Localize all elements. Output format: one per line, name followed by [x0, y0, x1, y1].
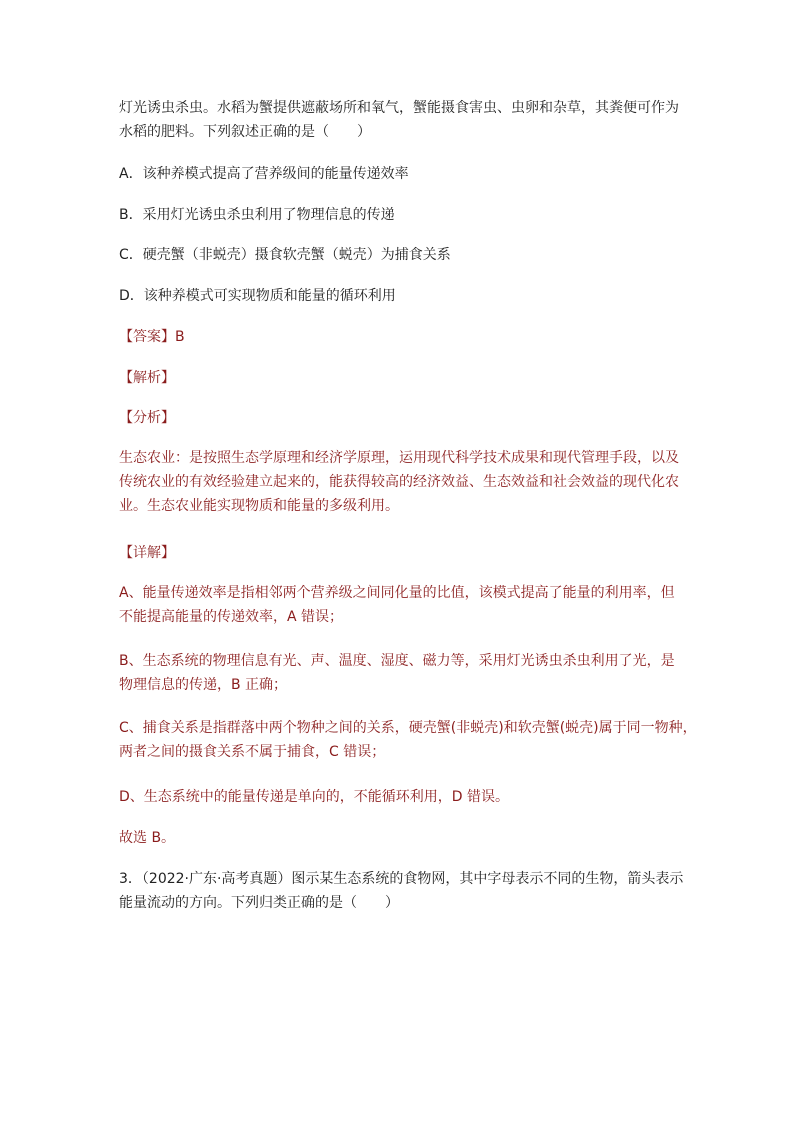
- detail-a: [119, 581, 679, 629]
- detail-b: [119, 649, 679, 697]
- detail-c: [119, 716, 697, 764]
- question-2-stem-line-2: 水稻的肥料。下列叙述正确的是（ ）: [119, 124, 371, 140]
- question-2-stem-line-1: 灯光诱虫杀虫。水稻为蟹提供遮蔽场所和氧气，蟹能摄食害虫、虫卵和杂草，其粪便可作为: [119, 100, 679, 116]
- answer-text: 【答案】B: [119, 329, 185, 345]
- analysis-line-1: 生态农业：是按照生态学原理和经济学原理，运用现代科学技术成果和现代管理手段，以及: [119, 450, 679, 466]
- analysis-line-3: 业。生态农业能实现物质和能量的多级利用。: [119, 498, 399, 514]
- option-c: [119, 243, 679, 267]
- conclusion-text: 故选 B。: [119, 830, 176, 846]
- option-b-text: B．采用灯光诱虫杀虫利用了物理信息的传递: [119, 207, 395, 223]
- option-a: [119, 162, 679, 186]
- analysis-label: [119, 406, 679, 430]
- option-d: [119, 284, 679, 308]
- option-a-text: A．该种养模式提高了营养级间的能量传递效率: [119, 166, 409, 182]
- explanation-label: [119, 366, 679, 390]
- analysis-paragraph: [119, 446, 679, 518]
- answer-label: [119, 325, 679, 349]
- detail-a-line-1: A、能量传递效率是指相邻两个营养级之间同化量的比值，该模式提高了能量的利用率，但: [119, 585, 675, 601]
- detail-d-line: D、生态系统中的能量传递是单向的，不能循环利用，D 错误。: [119, 789, 510, 805]
- option-b: [119, 203, 679, 227]
- question-3-line-1: 3．（2022·广东·高考真题）图示某生态系统的食物网，其中字母表示不同的生物，箭头表示: [119, 871, 684, 887]
- detail-b-line-2: 物理信息的传递，B 正确；: [119, 677, 288, 693]
- question-3-line-2: 能量流动的方向。下列归类正确的是（ ）: [119, 895, 399, 911]
- detail-a-line-2: 不能提高能量的传递效率，A 错误；: [119, 609, 344, 625]
- analysis-label-text: 【分析】: [119, 410, 175, 426]
- detail-label: [119, 541, 679, 565]
- detail-c-line-2: 两者之间的摄食关系不属于捕食，C 错误；: [119, 744, 386, 760]
- detail-d: [119, 785, 679, 809]
- option-c-text: C．硬壳蟹（非蜕壳）摄食软壳蟹（蜕壳）为捕食关系: [119, 247, 451, 263]
- analysis-line-2: 传统农业的有效经验建立起来的，能获得较高的经济效益、生态效益和社会效益的现代化农: [119, 474, 679, 490]
- question-3-stem: [119, 867, 684, 915]
- option-d-text: D．该种养模式可实现物质和能量的循环利用: [119, 288, 396, 304]
- explanation-label-text: 【解析】: [119, 370, 175, 386]
- conclusion: [119, 826, 679, 850]
- detail-label-text: 【详解】: [119, 545, 175, 561]
- question-2-stem: [119, 96, 679, 144]
- detail-b-line-1: B、生态系统的物理信息有光、声、温度、湿度、磁力等，采用灯光诱虫杀虫利用了光，是: [119, 653, 675, 669]
- detail-c-line-1: C、捕食关系是指群落中两个物种之间的关系，硬壳蟹(非蜕壳)和软壳蟹(蜕壳)属于同一物种，: [119, 720, 697, 736]
